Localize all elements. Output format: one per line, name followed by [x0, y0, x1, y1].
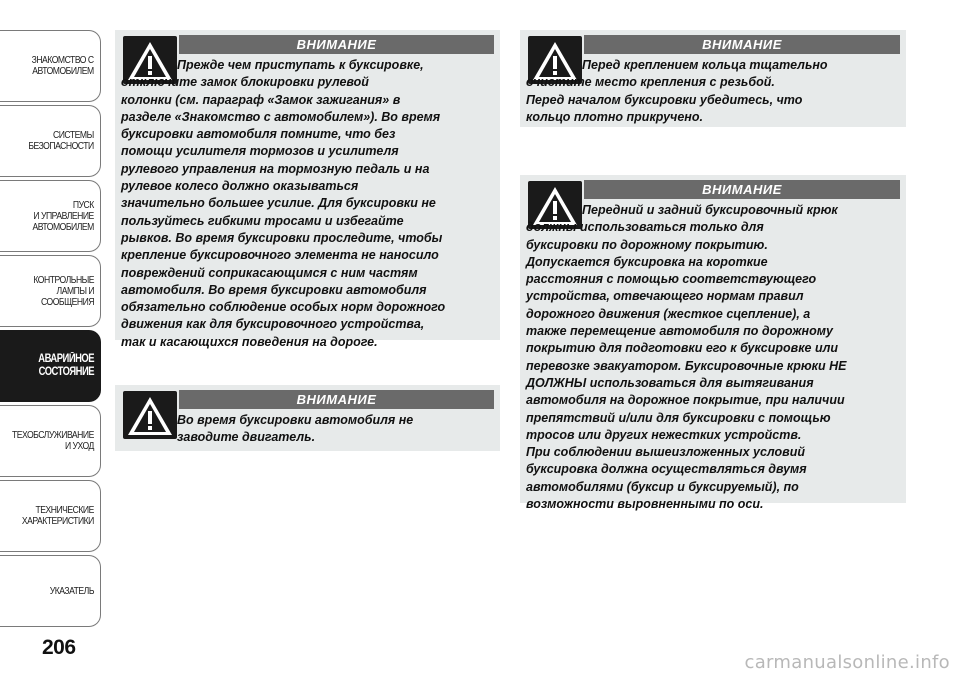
tab-label: ПУСК И УПРАВЛЕНИЕ АВТОМОБИЛЕМ: [32, 198, 94, 233]
tab-label: ЗНАКОМСТВО С АВТОМОБИЛЕМ: [31, 54, 94, 77]
tab-label: КОНТРОЛЬНЫЕ ЛАМПЫ И СООБЩЕНИЯ: [33, 273, 94, 308]
tab-label: ТЕХНИЧЕСКИЕ ХАРАКТЕРИСТИКИ: [21, 504, 94, 527]
warning-text: Во время буксировки автомобиля не заводите двигатель.: [177, 413, 414, 445]
tab-warning-lights[interactable]: [0, 255, 101, 327]
tab-emergency[interactable]: [0, 330, 101, 402]
page-number: 206: [42, 636, 76, 659]
tab-label: УКАЗАТЕЛЬ: [49, 584, 94, 597]
warning-triangle-icon: [123, 391, 177, 439]
watermark: carmanualsonline.info: [744, 652, 950, 673]
tab-label: АВАРИЙНОЕ СОСТОЯНИЕ: [38, 353, 94, 378]
warning-box-engine: [115, 385, 500, 451]
warning-box-steering-lock: [115, 30, 500, 349]
warning-header: ВНИМАНИЕ: [179, 390, 494, 409]
tab-start-driving[interactable]: [0, 180, 101, 252]
warning-box-ring-mounting: [520, 30, 906, 127]
warning-text: Прежде чем приступать к буксировке, отключите замок блокировки рулевой колонки (см. параграф «Замок зажигания» в разделе «Знакомство с автомобилем»). Во время буксировки автомобиля помните, что без помощи усилителя тормозов и усилителя рулевого управления на тормозную педаль и на рулевое колесо должно оказываться значительно большее усилие. Для буксировки не пользуйтесь гибкими тросами и избегайте рывков. Во время буксировки проследите, чтобы крепление буксировочного элемента не наносило повреждений соприкасающимся с ним частям автомобиля. Во время буксировки автомобиля обязательно соблюдение особых норм дорожного движения как для буксировочного устройства, так и касающихся поведения на дороге.: [121, 58, 446, 349]
warning-header: ВНИМАНИЕ: [179, 35, 494, 54]
warning-box-tow-hooks: [520, 175, 906, 512]
warning-text: Передний и задний буксировочный крюк должны использоваться только для буксировки по дорожному покрытию. Допускается буксировка на короткие расстояния с помощью соответствующего устройства, отвечающего нормам правил дорожного движения (жесткое сцепление), а также перемещение автомобиля по дорожному покрытию для подготовки его к буксировке или перевозке эвакуатором. Буксировочные крюки НЕ ДОЛЖНЫ использоваться для вытягивания автомобиля на дорожное покрытие, при наличии препятствий и/или для буксировки с помощью тросов или других нежестких устройств. При соблюдении вышеизложенных условий буксировка должна осуществляться двумя автомобилями (буксир и буксируемый), по возможности выровненными по оси.: [526, 203, 847, 512]
warning-header: ВНИМАНИЕ: [584, 35, 900, 54]
tab-vehicle-intro[interactable]: [0, 30, 101, 102]
tab-maintenance[interactable]: [0, 405, 101, 477]
tab-specifications[interactable]: [0, 480, 101, 552]
tab-label: СИСТЕМЫ БЕЗОПАСНОСТИ: [28, 129, 94, 152]
tab-safety-systems[interactable]: [0, 105, 101, 177]
tab-index[interactable]: [0, 555, 101, 627]
warning-header: ВНИМАНИЕ: [584, 180, 900, 199]
warning-text: Перед креплением кольца тщательно очистите место крепления с резьбой. Перед началом буксировки убедитесь, что кольцо плотно прикручено.: [526, 58, 828, 124]
tab-label: ТЕХОБСЛУЖИВАНИЕ И УХОД: [12, 429, 94, 452]
